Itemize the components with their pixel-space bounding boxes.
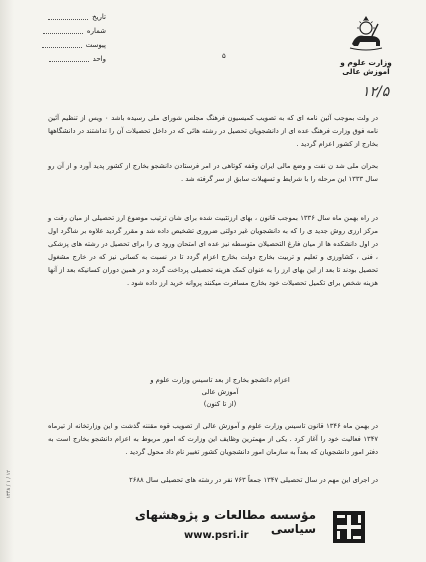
- header-fields: [26, 10, 106, 66]
- ministry-name: وزارت علوم و آموزش عالی: [340, 58, 392, 76]
- paragraph-1: [48, 112, 378, 151]
- header-field-label: پیوست: [85, 41, 106, 49]
- header-field-line: [48, 10, 88, 20]
- header-field-date: [26, 10, 106, 24]
- header-field-label: شماره: [86, 27, 106, 35]
- handwritten-folio-number: ۱۲/۵: [362, 84, 390, 100]
- paragraph-5: [48, 474, 378, 487]
- section-heading: [150, 374, 290, 410]
- paragraph-2: [48, 160, 378, 186]
- page-number-mark: ۵: [222, 52, 226, 60]
- paragraph-3: [48, 212, 378, 290]
- paragraph-text: در اجرای این مهم در سال تحصیلی ۱۳۴۷ جمعاً ۷۶۳ نفر در رشته های تحصیلی سال ۲۶۸۸: [129, 476, 378, 484]
- header-field-attachment: [26, 38, 106, 52]
- paragraph-text: در ولت بموجب آئین نامه ای که به تصویب کمیسیون فرهنگ مجلس شورای ملی رسیده باشد ۰ ویس از تنظیم آئین نامه فوق وزارت فرهنگ عده ای از دانشجویان تحصیل در رشته هائی که در داخل تحصیلات آن را نداشتند در دانشگاهها بخارج از کشور اعزام گردید .: [48, 114, 378, 148]
- margin-note: ۱۳۴۸ / ۱ / ۱۲: [6, 470, 12, 499]
- header-field-line: [42, 38, 82, 48]
- header-field-unit: [26, 52, 106, 66]
- paragraph-text: بحران ملی شد ن نفت و وضع مالی ایران وقفه کوتاهی در امر فرستادن دانشجو بخارج از کشور پدید آورد و از آن رو سال ۱۳۳۳ این مرحله را با شرایط و تسهیلات سابق از سر گرفته شد .: [48, 162, 378, 183]
- institute-logo-icon: [332, 510, 366, 544]
- header-field-line: [49, 52, 89, 62]
- section-heading-line: (از تا کنون): [203, 400, 237, 408]
- paragraph-4: [48, 420, 378, 459]
- lion-and-sun-emblem-icon: [346, 14, 386, 52]
- watermark-title: مؤسسه مطالعات و پژوهشهای سیاسی: [134, 508, 316, 536]
- header-field-line: [43, 24, 83, 34]
- header-field-label: تاریخ: [92, 13, 106, 21]
- header-field-number: [26, 24, 106, 38]
- paragraph-text: در بهمن ماه ۱۳۴۶ قانون تاسیس وزارت علوم و آموزش عالی از تصویب قوه مقننه گذشت و این وزارتخانه از تیرماه ۱۳۴۷ فعالیت خود را آغاز کرد . یکی از مهمترین وظایف این وزارت که امور مربوط به اعزام دانشجو بخارج است به دفتر امور دانشجویان که بعداً به سازمان امور دانشجویان کشور تغییر نام داد محول گردید .: [48, 422, 378, 456]
- paragraph-text: در راه بهمن ماه سال ۱۳۳۶ بموجب قانون ، بهای ارزتثبیت شده برای شان ترتیب موضوع ارز تحصیلی از میان رفت و مرکز ارزی روش جدید ی را که به دانشجویان غیر دولتی ضروری تشخیص داده شد و مقرر گردید علاوه بر شاگرد اول در اول دانشکده ها از میان فارغ التحصیلان متوسطه نیز عده ای امتحان ورود ی را برای تحصیل در رشته های پزشکی ، فنی ، کشاورزی و تعلیم و تربیت بخارج دولت بخارج اعزام گردد تا در نسبت به کسانی نیز که در خارج مشغول تحصیل بودند تا بعد از این بهای ارز را به عنوان کمک هزینه تحصیلی پرداخت گردد و در همین دوران کسانیکه بعد از آنها هزینه شخص برای تکمیل تحصیلات خود بخارج مسافرت میکنند پروانه خرید ارز داده شود .: [48, 214, 378, 287]
- section-heading-line: اعزام دانشجو بخارج از بعد تاسیس وزارت علوم و آموزش عالی: [150, 376, 290, 396]
- watermark-url: www.psri.ir: [184, 530, 249, 541]
- institute-watermark: [104, 508, 372, 550]
- header-field-label: واحد: [92, 55, 106, 63]
